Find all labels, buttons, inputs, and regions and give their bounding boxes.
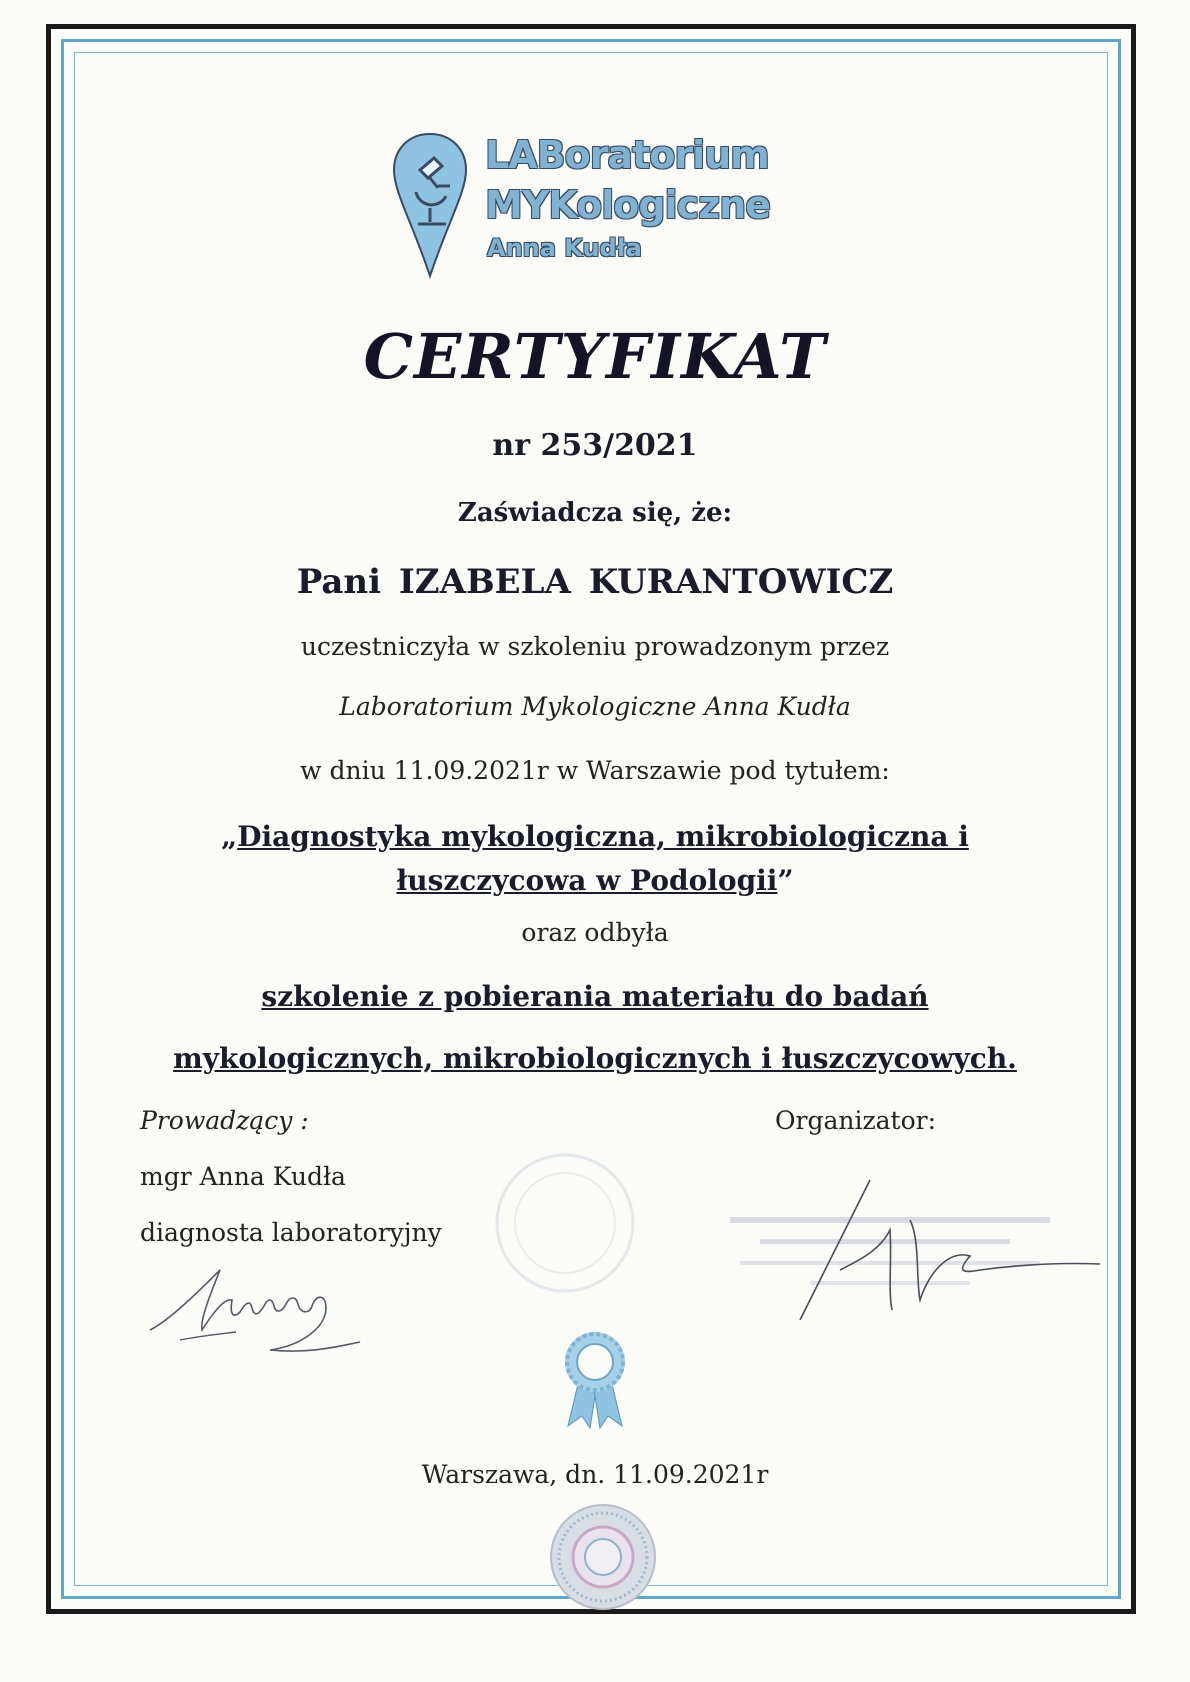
- certificate-number: nr 253/2021: [492, 428, 698, 463]
- participation-text: uczestniczyła w szkoleniu prowadzonym przez: [300, 632, 890, 661]
- course-title-line-2: łuszczycowa w Podologii: [396, 864, 778, 897]
- course-close-quote: ”: [777, 864, 794, 897]
- organizer-name-text: Laboratorium Mykologiczne Anna Kudła: [339, 692, 851, 721]
- organizer-label: Organizator:: [775, 1106, 936, 1135]
- logo-line-1: LABoratorium: [485, 133, 769, 177]
- additional-training-line-1: szkolenie z pobierania materiału do badań: [261, 980, 929, 1013]
- date-location-text: w dniu 11.09.2021r w Warszawie pod tytułem:: [300, 756, 890, 785]
- laboratory-logo: [390, 130, 810, 280]
- certification-intro: Zaświadcza się, że:: [457, 498, 733, 528]
- logo-line-2: MYKologiczne: [485, 183, 771, 227]
- award-rosette-icon: [560, 1328, 630, 1432]
- organizer-signature: [780, 1170, 1110, 1320]
- lead-signature: [140, 1250, 370, 1360]
- place-and-date: Warszawa, dn. 11.09.2021r: [421, 1460, 769, 1489]
- course-title-line-1: Diagnostyka mykologiczna, mikrobiologiczna i: [237, 820, 969, 853]
- additional-training-line-2: mykologicznych, mikrobiologicznych i łuszczycowych.: [173, 1042, 1017, 1075]
- hologram-seal: [548, 1502, 658, 1612]
- course-open-quote: „: [221, 820, 238, 853]
- logo-line-3: Anna Kudła: [487, 234, 642, 262]
- lead-name: mgr Anna Kudła: [140, 1162, 346, 1191]
- recipient-name: Pani IZABELA KURANTOWICZ: [296, 562, 894, 602]
- microscope-pin-icon: [390, 130, 470, 280]
- logo-wordmark: [485, 130, 770, 266]
- faint-seal-watermark: [490, 1148, 640, 1298]
- lead-label: Prowadzący :: [140, 1106, 309, 1135]
- lead-role: diagnosta laboratoryjny: [140, 1218, 442, 1247]
- course-title: [0, 815, 1190, 903]
- certificate-title: CERTYFIKAT: [363, 320, 827, 393]
- additional-text: oraz odbyła: [521, 918, 669, 947]
